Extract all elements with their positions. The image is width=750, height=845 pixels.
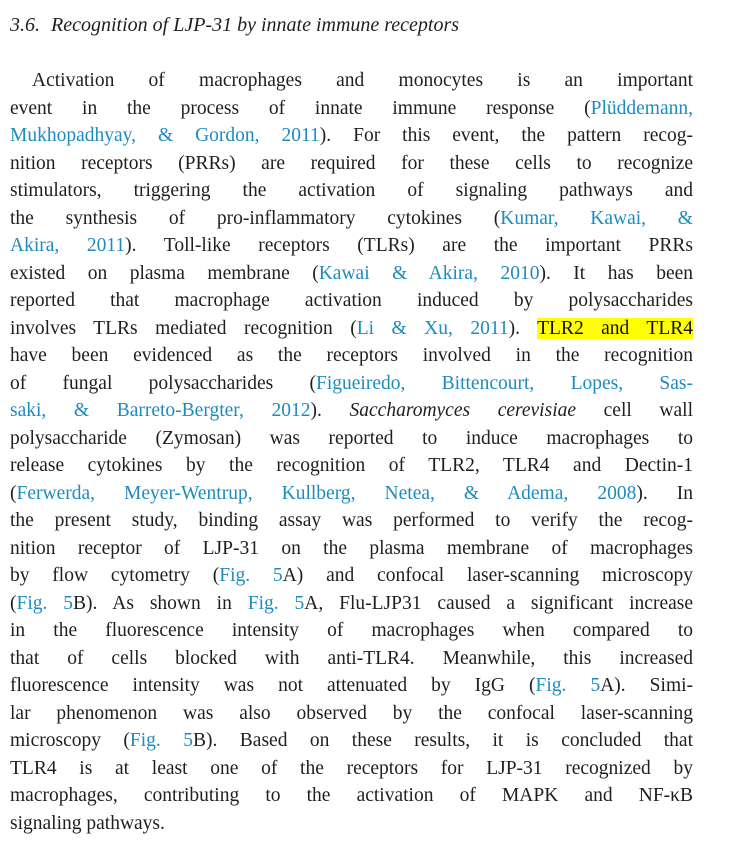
- citation-link[interactable]: Akira, 2011: [10, 235, 126, 256]
- highlighted-text: TLR2 and TLR4: [537, 317, 693, 339]
- text-line: [10, 425, 693, 453]
- text-line: [10, 782, 693, 810]
- paragraph: [10, 67, 693, 837]
- text-segment: ). Toll-like receptors (TLRs) are the important PRRs: [125, 235, 693, 256]
- text-segment: A, Flu-LJP31 caused a significant increase: [304, 592, 694, 614]
- text-line: [10, 205, 693, 233]
- text-segment: Activation of macrophages and monocytes is an important: [32, 70, 693, 91]
- citation-link[interactable]: saki, & Barreto-Bergter, 2012: [10, 400, 311, 421]
- text-line: [10, 672, 693, 700]
- text-segment: involves TLRs mediated recognition (: [10, 317, 357, 339]
- section-title: Recognition of LJP-31 by innate immune receptors: [51, 14, 460, 36]
- text-line: [10, 507, 693, 535]
- text-segment: lar phenomenon was also observed by the confocal laser-scanning: [10, 702, 693, 724]
- text-segment: (: [10, 592, 17, 614]
- text-segment: polysaccharide (Zymosan) was reported to induce macrophages to: [10, 427, 693, 449]
- text-line: [10, 122, 693, 150]
- species-name: Saccharomyces cerevisiae: [349, 400, 577, 421]
- text-line: [10, 700, 693, 728]
- text-segment: A) and confocal laser-scanning microscopy: [282, 565, 693, 586]
- text-line: [10, 342, 693, 370]
- text-line: [10, 67, 693, 95]
- citation-link[interactable]: Mukhopadhyay, & Gordon, 2011: [10, 125, 320, 146]
- text-segment: existed on plasma membrane (: [10, 262, 319, 284]
- text-segment: nition receptors (PRRs) are required for these cells to recognize: [10, 152, 693, 174]
- text-line: [10, 95, 693, 123]
- text-segment: nition receptor of LJP-31 on the plasma membrane of macrophages: [10, 537, 693, 559]
- text-segment: macrophages, contributing to the activation of MAPK and NF-κB: [10, 785, 693, 806]
- section-number: 3.6.: [10, 14, 40, 36]
- text-line: [10, 370, 693, 398]
- text-segment: fluorescence intensity was not attenuated by IgG (: [10, 675, 536, 696]
- text-line: [10, 755, 693, 783]
- text-segment: stimulators, triggering the activation of signaling pathways and: [10, 180, 693, 201]
- text-line: [10, 452, 693, 480]
- text-line: [10, 232, 693, 260]
- text-line: [10, 727, 693, 755]
- citation-link[interactable]: Figueiredo, Bittencourt, Lopes, Sas-: [316, 372, 693, 394]
- text-segment: ). In: [636, 482, 693, 504]
- section-heading: [10, 12, 693, 38]
- text-segment: in the fluorescence intensity of macrophages when compared to: [10, 620, 693, 641]
- text-line: [10, 287, 693, 315]
- citation-link[interactable]: Ferwerda, Meyer-Wentrup, Kullberg, Netea, & Adema, 2008: [16, 482, 637, 504]
- text-segment: ). It has been: [539, 262, 693, 284]
- text-segment: ).: [310, 400, 350, 421]
- text-segment: release cytokines by the recognition of TLR2, TLR4 and Dectin-1: [10, 455, 693, 476]
- text-line: [10, 535, 693, 563]
- text-segment: have been evidenced as the receptors involved in the recognition: [10, 345, 693, 366]
- text-segment: B). As shown in: [73, 592, 248, 614]
- text-segment: A). Simi-: [600, 675, 694, 696]
- text-line: [10, 177, 693, 205]
- text-segment: the synthesis of pro-inflammatory cytokines (: [10, 207, 501, 229]
- text-segment: ). For this event, the pattern recog-: [319, 125, 694, 146]
- citation-link[interactable]: Kumar, Kawai, &: [500, 207, 693, 229]
- citation-link[interactable]: Fig. 5: [247, 592, 305, 614]
- text-line: [10, 645, 693, 673]
- text-line: [10, 150, 693, 178]
- text-segment: TLR4 is at least one of the receptors for LJP-31 recognized by: [10, 757, 693, 779]
- text-segment: signaling pathways.: [10, 812, 165, 834]
- text-line: [10, 617, 693, 645]
- text-segment: by flow cytometry (: [10, 565, 220, 586]
- text-line: [10, 315, 693, 343]
- text-segment: microscopy (: [10, 730, 130, 751]
- citation-link[interactable]: Fig. 5: [535, 675, 601, 696]
- citation-link[interactable]: Fig. 5: [16, 592, 74, 614]
- text-segment: B). Based on these results, it is concluded that: [192, 730, 693, 751]
- text-segment: the present study, binding assay was performed to verify the recog-: [10, 510, 693, 531]
- text-segment: that of cells blocked with anti-TLR4. Meanwhile, this increased: [10, 647, 693, 669]
- text-line: [10, 562, 693, 590]
- citation-link[interactable]: Plüddemann,: [590, 97, 693, 119]
- text-segment: ).: [508, 317, 538, 339]
- citation-link[interactable]: Fig. 5: [219, 565, 283, 586]
- text-line: [10, 590, 693, 618]
- text-line: [10, 260, 693, 288]
- text-segment: reported that macrophage activation induced by polysaccharides: [10, 290, 693, 311]
- citation-link[interactable]: Fig. 5: [129, 730, 193, 751]
- citation-link[interactable]: Kawai & Akira, 2010: [318, 262, 540, 284]
- text-segment: event in the process of innate immune response (: [10, 97, 591, 119]
- citation-link[interactable]: Li & Xu, 2011: [356, 317, 509, 339]
- text-segment: of fungal polysaccharides (: [10, 372, 316, 394]
- text-segment: cell wall: [576, 400, 693, 421]
- text-segment: (: [10, 482, 17, 504]
- text-line: [10, 810, 693, 838]
- text-line: [10, 397, 693, 425]
- text-line: [10, 480, 693, 508]
